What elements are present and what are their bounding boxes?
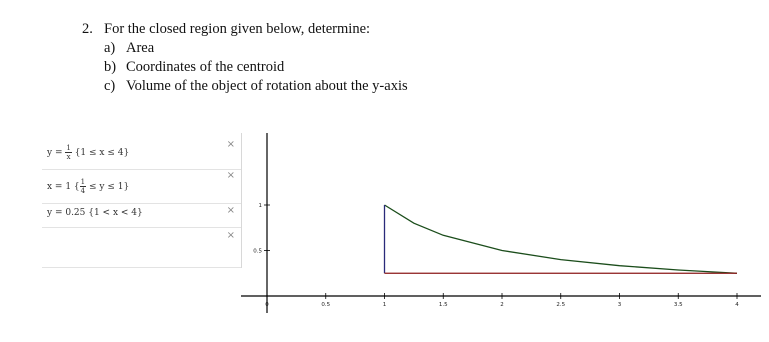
delete-expression-2-icon[interactable]: ×	[226, 170, 235, 181]
delete-expression-4-icon[interactable]: ×	[226, 230, 235, 241]
expression-1[interactable]: y = $\frac{1}{x}$ {1 ≤ x ≤ 4}	[47, 144, 130, 161]
chart-series	[385, 205, 738, 273]
y-tick-label: 1	[258, 203, 262, 209]
expression-3[interactable]: y = 0.25 {1 < x < 4}	[47, 208, 143, 218]
expression-2[interactable]: x = 1 { $\frac{1}{4}$ ≤ y ≤ 1}	[47, 178, 130, 195]
expression-list	[42, 133, 242, 268]
delete-expression-3-icon[interactable]: ×	[226, 205, 235, 216]
expression-row-1[interactable]	[42, 133, 241, 170]
x-tick-label: 4	[735, 302, 739, 308]
question-block	[82, 20, 408, 96]
delete-expression-1-icon[interactable]: ×	[226, 139, 235, 150]
expression-row-3[interactable]	[42, 203, 241, 228]
x-tick-label: 3.5	[673, 302, 683, 308]
curve-y-equals-1-over-x	[385, 205, 738, 273]
expression-row-4[interactable]	[42, 227, 241, 268]
x-tick-label: 2.5	[556, 302, 566, 308]
x-tick-label: 2	[500, 302, 504, 308]
x-tick-label: 0	[265, 302, 269, 308]
part-a: a) Area	[104, 40, 155, 56]
expression-row-2[interactable]	[42, 169, 241, 204]
part-b: b) Coordinates of the centroid	[104, 59, 285, 75]
x-tick-label: 1	[382, 302, 387, 308]
x-tick-label: 3	[617, 302, 622, 308]
x-tick-label: 1.5	[438, 302, 448, 308]
x-tick-labels	[265, 293, 739, 308]
graph-canvas[interactable]	[241, 128, 761, 328]
x-tick-label: 0.5	[321, 302, 331, 308]
part-c: c) Volume of the object of rotation about the y-axis	[104, 78, 408, 94]
question-number: 2.	[82, 21, 93, 37]
y-tick-label: 0.5	[253, 248, 262, 255]
question-stem: 2. For the closed region given below, determine:	[82, 21, 371, 37]
